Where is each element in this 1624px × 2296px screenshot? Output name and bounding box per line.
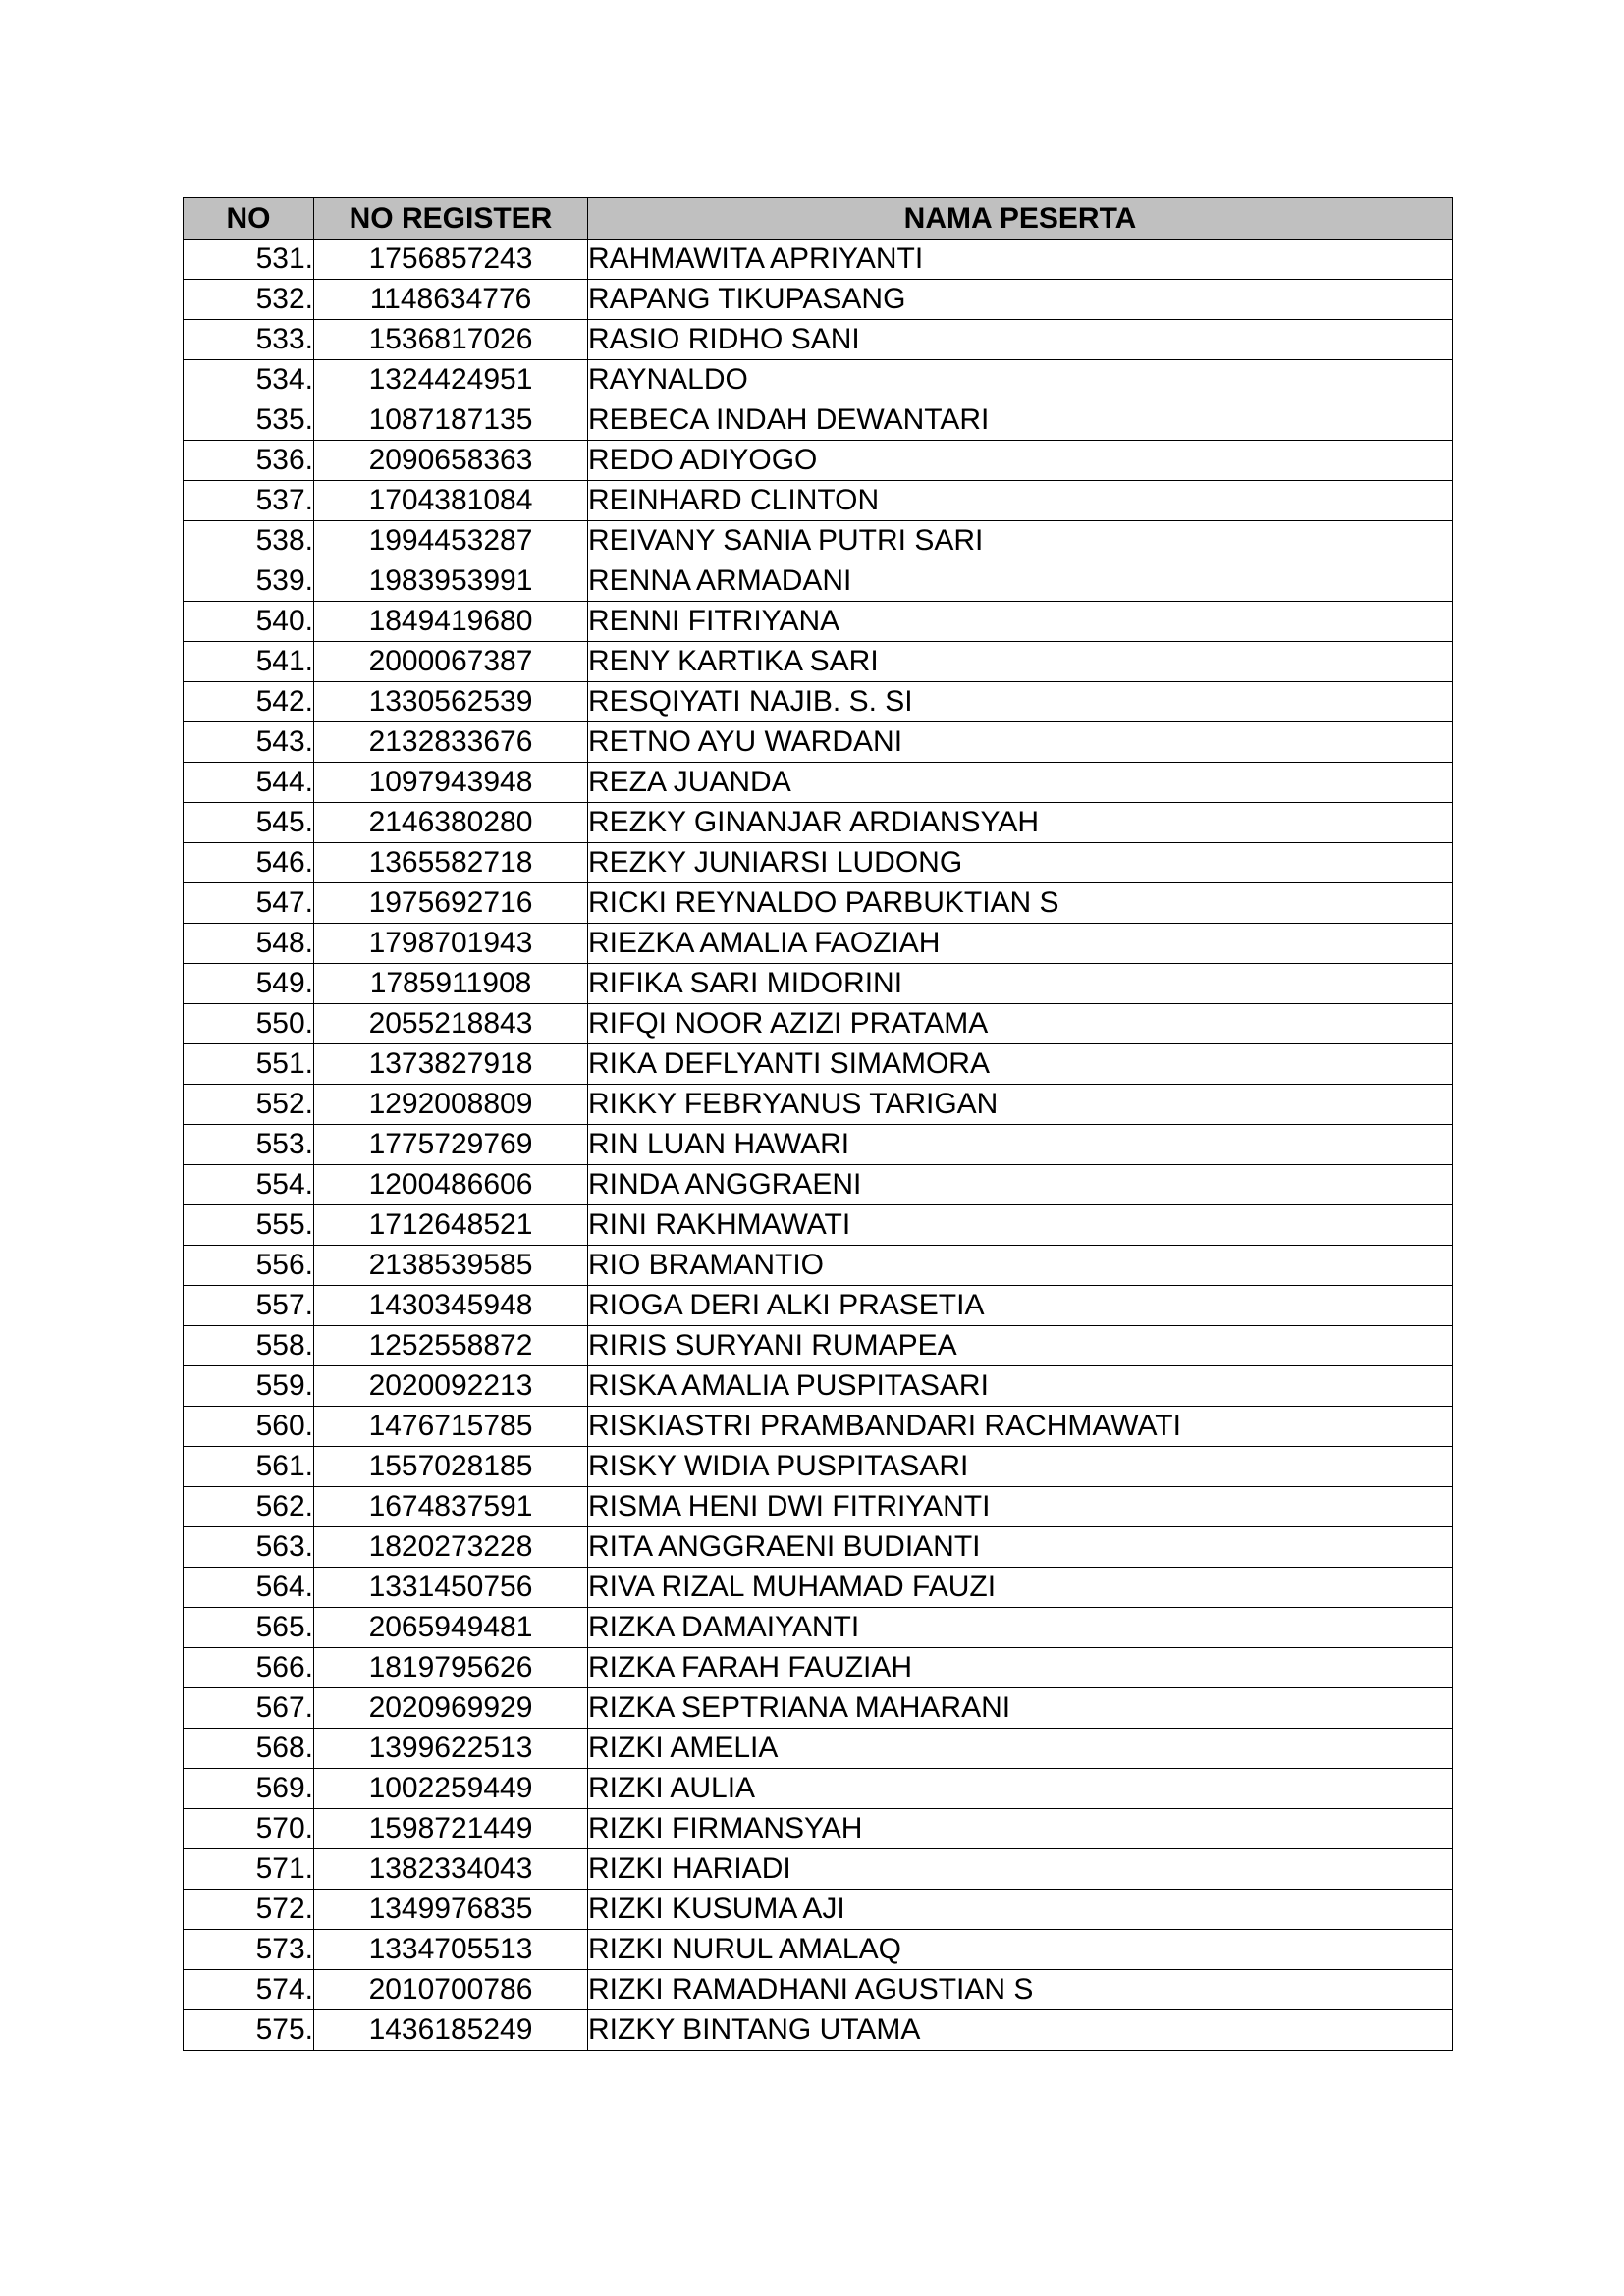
row-number: 537. <box>184 481 314 521</box>
row-number: 535. <box>184 400 314 441</box>
table-row <box>184 1688 1453 1729</box>
participant-name: RICKI REYNALDO PARBUKTIAN S <box>588 883 1453 924</box>
table-row <box>184 1366 1453 1407</box>
participant-name: RIZKI FIRMANSYAH <box>588 1809 1453 1849</box>
register-number: 1983953991 <box>314 561 588 602</box>
table-header <box>184 198 1453 240</box>
row-number: 531. <box>184 240 314 280</box>
participant-name: RISKY WIDIA PUSPITASARI <box>588 1447 1453 1487</box>
register-number: 1712648521 <box>314 1205 588 1246</box>
participant-name: RIZKY BINTANG UTAMA <box>588 2010 1453 2051</box>
row-number: 564. <box>184 1568 314 1608</box>
register-number: 1334705513 <box>314 1930 588 1970</box>
participant-name: RISKA AMALIA PUSPITASARI <box>588 1366 1453 1407</box>
row-number: 566. <box>184 1648 314 1688</box>
row-number: 544. <box>184 763 314 803</box>
register-number: 1785911908 <box>314 964 588 1004</box>
participant-name: RIZKA DAMAIYANTI <box>588 1608 1453 1648</box>
register-number: 1002259449 <box>314 1769 588 1809</box>
table-row <box>184 1568 1453 1608</box>
table-row <box>184 1487 1453 1527</box>
register-number: 1536817026 <box>314 320 588 360</box>
header-name: NAMA PESERTA <box>588 198 1453 240</box>
participant-name: RIFIKA SARI MIDORINI <box>588 964 1453 1004</box>
participant-name: RIEZKA AMALIA FAOZIAH <box>588 924 1453 964</box>
register-number: 1798701943 <box>314 924 588 964</box>
table-row <box>184 1729 1453 1769</box>
register-number: 1430345948 <box>314 1286 588 1326</box>
register-number: 2020969929 <box>314 1688 588 1729</box>
table-row <box>184 682 1453 722</box>
register-number: 1476715785 <box>314 1407 588 1447</box>
row-number: 563. <box>184 1527 314 1568</box>
table-row <box>184 1447 1453 1487</box>
participant-name: REZA JUANDA <box>588 763 1453 803</box>
row-number: 532. <box>184 280 314 320</box>
row-number: 540. <box>184 602 314 642</box>
participant-name: RIZKI AULIA <box>588 1769 1453 1809</box>
table-row <box>184 521 1453 561</box>
register-number: 1819795626 <box>314 1648 588 1688</box>
register-number: 1087187135 <box>314 400 588 441</box>
row-number: 572. <box>184 1890 314 1930</box>
register-number: 2090658363 <box>314 441 588 481</box>
participant-name: REINHARD CLINTON <box>588 481 1453 521</box>
row-number: 559. <box>184 1366 314 1407</box>
row-number: 569. <box>184 1769 314 1809</box>
row-number: 555. <box>184 1205 314 1246</box>
table-row <box>184 1890 1453 1930</box>
participant-name: RIZKI NURUL AMALAQ <box>588 1930 1453 1970</box>
register-number: 1849419680 <box>314 602 588 642</box>
table-row <box>184 1930 1453 1970</box>
table-row <box>184 441 1453 481</box>
participant-table <box>183 197 1453 2051</box>
table-row <box>184 924 1453 964</box>
register-number: 1557028185 <box>314 1447 588 1487</box>
participant-name: RENNA ARMADANI <box>588 561 1453 602</box>
table-row <box>184 1809 1453 1849</box>
row-number: 562. <box>184 1487 314 1527</box>
register-number: 1365582718 <box>314 843 588 883</box>
register-number: 1252558872 <box>314 1326 588 1366</box>
participant-name: RITA ANGGRAENI BUDIANTI <box>588 1527 1453 1568</box>
register-number: 1349976835 <box>314 1890 588 1930</box>
header-row <box>184 198 1453 240</box>
table-row <box>184 561 1453 602</box>
row-number: 553. <box>184 1125 314 1165</box>
register-number: 1436185249 <box>314 2010 588 2051</box>
register-number: 1775729769 <box>314 1125 588 1165</box>
register-number: 1975692716 <box>314 883 588 924</box>
table-row <box>184 1648 1453 1688</box>
participant-name: RIZKI RAMADHANI AGUSTIAN S <box>588 1970 1453 2010</box>
table-row <box>184 1286 1453 1326</box>
row-number: 556. <box>184 1246 314 1286</box>
row-number: 567. <box>184 1688 314 1729</box>
participant-name: RIZKA FARAH FAUZIAH <box>588 1648 1453 1688</box>
table-row <box>184 1246 1453 1286</box>
participant-name: RIO BRAMANTIO <box>588 1246 1453 1286</box>
register-number: 2065949481 <box>314 1608 588 1648</box>
register-number: 1674837591 <box>314 1487 588 1527</box>
row-number: 568. <box>184 1729 314 1769</box>
table-row <box>184 722 1453 763</box>
participant-name: RISMA HENI DWI FITRIYANTI <box>588 1487 1453 1527</box>
table-row <box>184 964 1453 1004</box>
register-number: 1373827918 <box>314 1044 588 1085</box>
table-row <box>184 2010 1453 2051</box>
participant-name: RETNO AYU WARDANI <box>588 722 1453 763</box>
table-row <box>184 1326 1453 1366</box>
table-row <box>184 1085 1453 1125</box>
register-number: 2010700786 <box>314 1970 588 2010</box>
row-number: 549. <box>184 964 314 1004</box>
row-number: 543. <box>184 722 314 763</box>
table-row <box>184 1407 1453 1447</box>
participant-name: RISKIASTRI PRAMBANDARI RACHMAWATI <box>588 1407 1453 1447</box>
row-number: 552. <box>184 1085 314 1125</box>
table-row <box>184 1125 1453 1165</box>
table-row <box>184 1849 1453 1890</box>
row-number: 534. <box>184 360 314 400</box>
participant-name: RIVA RIZAL MUHAMAD FAUZI <box>588 1568 1453 1608</box>
register-number: 1756857243 <box>314 240 588 280</box>
participant-name: RIZKI HARIADI <box>588 1849 1453 1890</box>
table-row <box>184 1527 1453 1568</box>
register-number: 1331450756 <box>314 1568 588 1608</box>
participant-name: RINI RAKHMAWATI <box>588 1205 1453 1246</box>
row-number: 575. <box>184 2010 314 2051</box>
register-number: 1292008809 <box>314 1085 588 1125</box>
register-number: 1704381084 <box>314 481 588 521</box>
register-number: 1097943948 <box>314 763 588 803</box>
register-number: 1148634776 <box>314 280 588 320</box>
register-number: 1382334043 <box>314 1849 588 1890</box>
participant-name: REZKY GINANJAR ARDIANSYAH <box>588 803 1453 843</box>
register-number: 1200486606 <box>314 1165 588 1205</box>
row-number: 561. <box>184 1447 314 1487</box>
table-row <box>184 360 1453 400</box>
table-body <box>184 240 1453 2051</box>
table-row <box>184 240 1453 280</box>
participant-name: REBECA INDAH DEWANTARI <box>588 400 1453 441</box>
row-number: 536. <box>184 441 314 481</box>
table-row <box>184 1205 1453 1246</box>
participant-name: RIFQI NOOR AZIZI PRATAMA <box>588 1004 1453 1044</box>
row-number: 574. <box>184 1970 314 2010</box>
participant-name: RIN LUAN HAWARI <box>588 1125 1453 1165</box>
table-row <box>184 1970 1453 2010</box>
row-number: 565. <box>184 1608 314 1648</box>
table-row <box>184 763 1453 803</box>
register-number: 1994453287 <box>314 521 588 561</box>
participant-name: RIZKA SEPTRIANA MAHARANI <box>588 1688 1453 1729</box>
participant-name: RIZKI KUSUMA AJI <box>588 1890 1453 1930</box>
table-row <box>184 803 1453 843</box>
table-row <box>184 1608 1453 1648</box>
row-number: 539. <box>184 561 314 602</box>
register-number: 1399622513 <box>314 1729 588 1769</box>
row-number: 533. <box>184 320 314 360</box>
register-number: 1330562539 <box>314 682 588 722</box>
row-number: 554. <box>184 1165 314 1205</box>
table-row <box>184 883 1453 924</box>
table-row <box>184 280 1453 320</box>
register-number: 2146380280 <box>314 803 588 843</box>
table-row <box>184 481 1453 521</box>
header-register: NO REGISTER <box>314 198 588 240</box>
table-row <box>184 320 1453 360</box>
row-number: 571. <box>184 1849 314 1890</box>
participant-name: RIRIS SURYANI RUMAPEA <box>588 1326 1453 1366</box>
participant-name: RAHMAWITA APRIYANTI <box>588 240 1453 280</box>
register-number: 1820273228 <box>314 1527 588 1568</box>
register-number: 2055218843 <box>314 1004 588 1044</box>
row-number: 545. <box>184 803 314 843</box>
row-number: 570. <box>184 1809 314 1849</box>
participant-name: RAYNALDO <box>588 360 1453 400</box>
participant-name: RAPANG TIKUPASANG <box>588 280 1453 320</box>
table-row <box>184 602 1453 642</box>
row-number: 541. <box>184 642 314 682</box>
header-no: NO <box>184 198 314 240</box>
table-row <box>184 1044 1453 1085</box>
table-row <box>184 1165 1453 1205</box>
row-number: 551. <box>184 1044 314 1085</box>
row-number: 557. <box>184 1286 314 1326</box>
table-row <box>184 1004 1453 1044</box>
participant-name: REIVANY SANIA PUTRI SARI <box>588 521 1453 561</box>
register-number: 2000067387 <box>314 642 588 682</box>
participant-name: RINDA ANGGRAENI <box>588 1165 1453 1205</box>
row-number: 548. <box>184 924 314 964</box>
participant-name: RENY KARTIKA SARI <box>588 642 1453 682</box>
table-row <box>184 843 1453 883</box>
participant-name: RIKKY FEBRYANUS TARIGAN <box>588 1085 1453 1125</box>
table-row <box>184 400 1453 441</box>
register-number: 2020092213 <box>314 1366 588 1407</box>
row-number: 547. <box>184 883 314 924</box>
participant-name: RENNI FITRIYANA <box>588 602 1453 642</box>
register-number: 1598721449 <box>314 1809 588 1849</box>
participant-name: RIKA DEFLYANTI SIMAMORA <box>588 1044 1453 1085</box>
participant-name: REZKY JUNIARSI LUDONG <box>588 843 1453 883</box>
row-number: 546. <box>184 843 314 883</box>
row-number: 538. <box>184 521 314 561</box>
row-number: 558. <box>184 1326 314 1366</box>
participant-name: RESQIYATI NAJIB. S. SI <box>588 682 1453 722</box>
table-row <box>184 1769 1453 1809</box>
participant-name: RIOGA DERI ALKI PRASETIA <box>588 1286 1453 1326</box>
table-row <box>184 642 1453 682</box>
participant-name: RIZKI AMELIA <box>588 1729 1453 1769</box>
register-number: 2132833676 <box>314 722 588 763</box>
row-number: 550. <box>184 1004 314 1044</box>
register-number: 1324424951 <box>314 360 588 400</box>
row-number: 573. <box>184 1930 314 1970</box>
row-number: 542. <box>184 682 314 722</box>
participant-name: RASIO RIDHO SANI <box>588 320 1453 360</box>
register-number: 2138539585 <box>314 1246 588 1286</box>
row-number: 560. <box>184 1407 314 1447</box>
participant-name: REDO ADIYOGO <box>588 441 1453 481</box>
